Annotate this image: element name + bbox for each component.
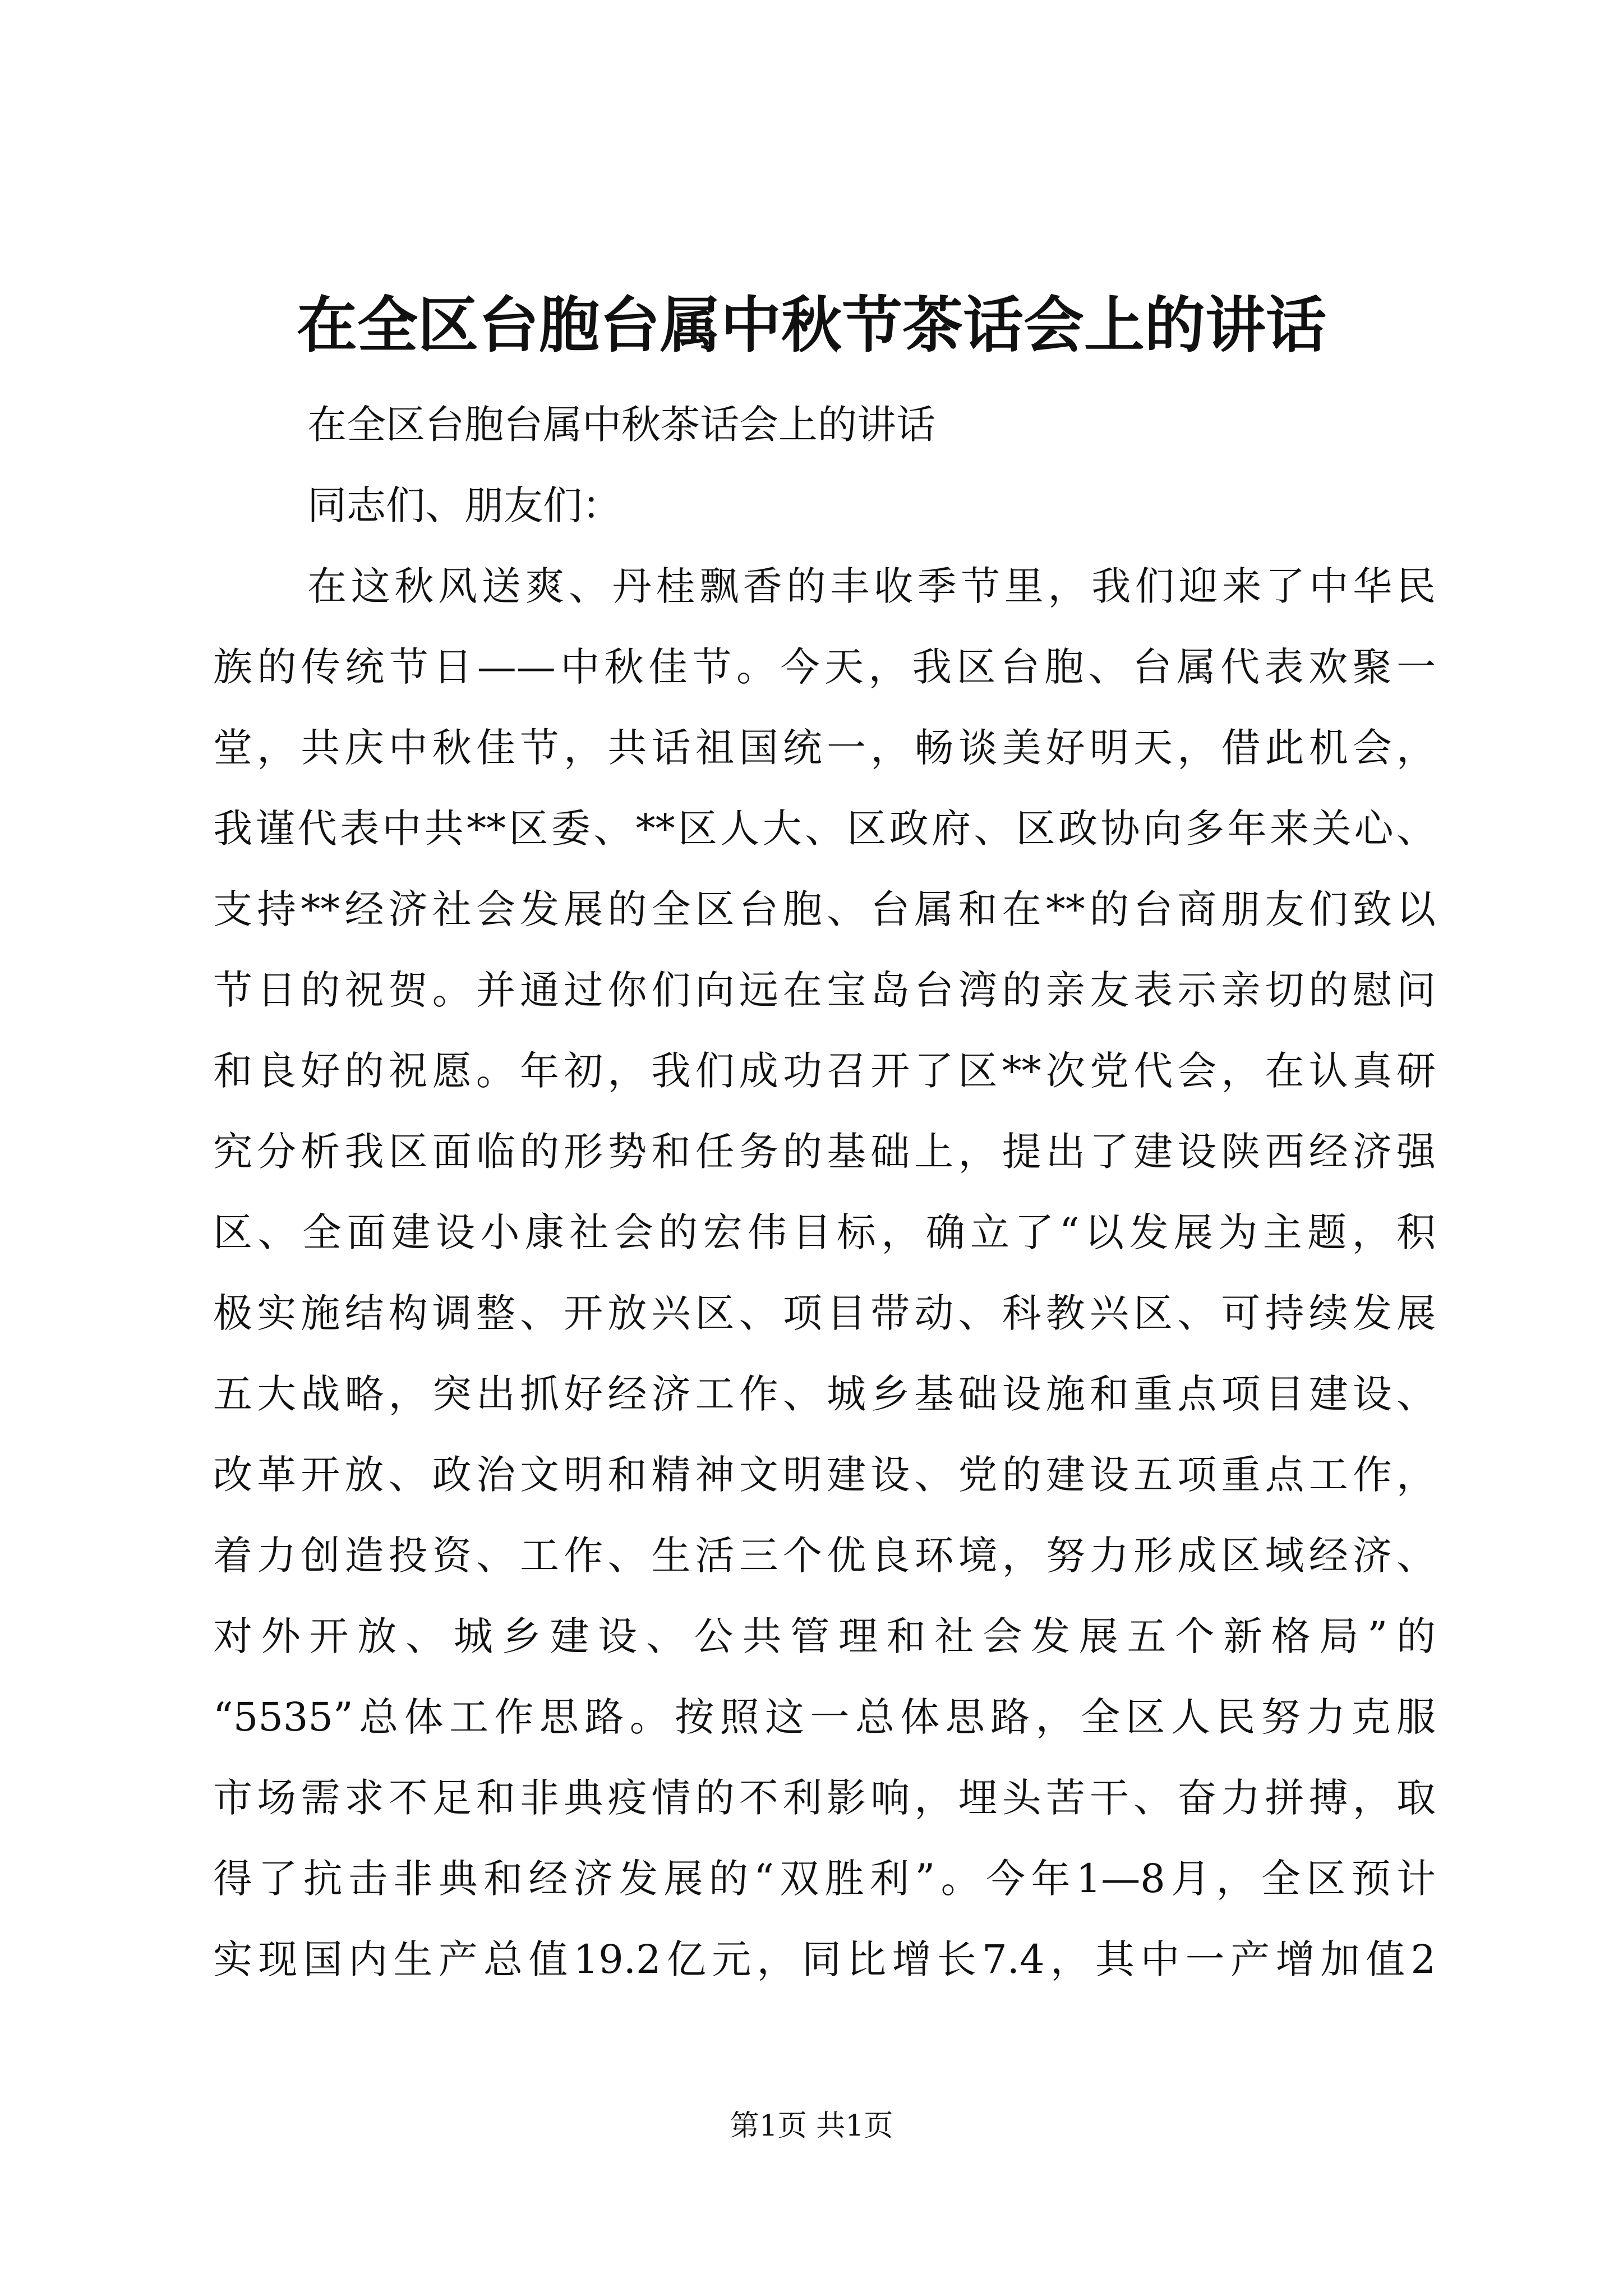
body-line: 堂，共庆中秋佳节，共话祖国统一，畅谈美好明天，借此机会， <box>213 725 1436 771</box>
body-line: 对外开放、城乡建设、公共管理和社会发展五个新格局”的 <box>213 1613 1436 1659</box>
body-line: 改革开放、政治文明和精神文明建设、党的建设五项重点工作， <box>213 1452 1436 1498</box>
salutation-line: 同志们、朋友们： <box>307 482 621 528</box>
body-line: 支持**经济社会发展的全区台胞、台属和在**的台商朋友们致以 <box>213 886 1436 932</box>
body-line: 族的传统节日——中秋佳节。今天，我区台胞、台属代表欢聚一 <box>213 644 1436 690</box>
document-title: 在全区台胞台属中秋节茶话会上的讲话 <box>296 290 1326 361</box>
body-line: 实现国内生产总值19.2亿元，同比增长7.4，其中一产增加值2 <box>213 1936 1436 1982</box>
document-body <box>213 384 1436 2000</box>
body-line: 五大战略，突出抓好经济工作、城乡基础设施和重点项目建设、 <box>213 1371 1436 1417</box>
body-line: 市场需求不足和非典疫情的不利影响，埋头苦干、奋力拼搏，取 <box>213 1775 1436 1821</box>
body-paragraph <box>213 546 1436 2000</box>
body-line: 得了抗击非典和经济发展的“双胜利”。今年1—8月，全区预计 <box>213 1856 1436 1902</box>
body-line: 极实施结构调整、开放兴区、项目带动、科教兴区、可持续发展 <box>213 1290 1436 1336</box>
body-line: 和良好的祝愿。年初，我们成功召开了区**次党代会，在认真研 <box>213 1048 1436 1094</box>
body-line: “5535”总体工作思路。按照这一总体思路，全区人民努力克服 <box>213 1694 1436 1740</box>
body-line: 节日的祝贺。并通过你们向远在宝岛台湾的亲友表示亲切的慰问 <box>213 967 1436 1013</box>
page-footer: 第1页 共1页 <box>730 2109 893 2143</box>
body-line: 区、全面建设小康社会的宏伟目标，确立了“以发展为主题，积 <box>213 1209 1436 1255</box>
body-line: 着力创造投资、工作、生活三个优良环境，努力形成区域经济、 <box>213 1533 1436 1579</box>
body-line: 在这秋风送爽、丹桂飘香的丰收季节里，我们迎来了中华民 <box>307 563 1436 609</box>
subtitle-line: 在全区台胞台属中秋茶话会上的讲话 <box>307 402 935 448</box>
body-line: 究分析我区面临的形势和任务的基础上，提出了建设陕西经济强 <box>213 1129 1436 1175</box>
body-line: 我谨代表中共**区委、**区人大、区政府、区政协向多年来关心、 <box>213 806 1436 852</box>
